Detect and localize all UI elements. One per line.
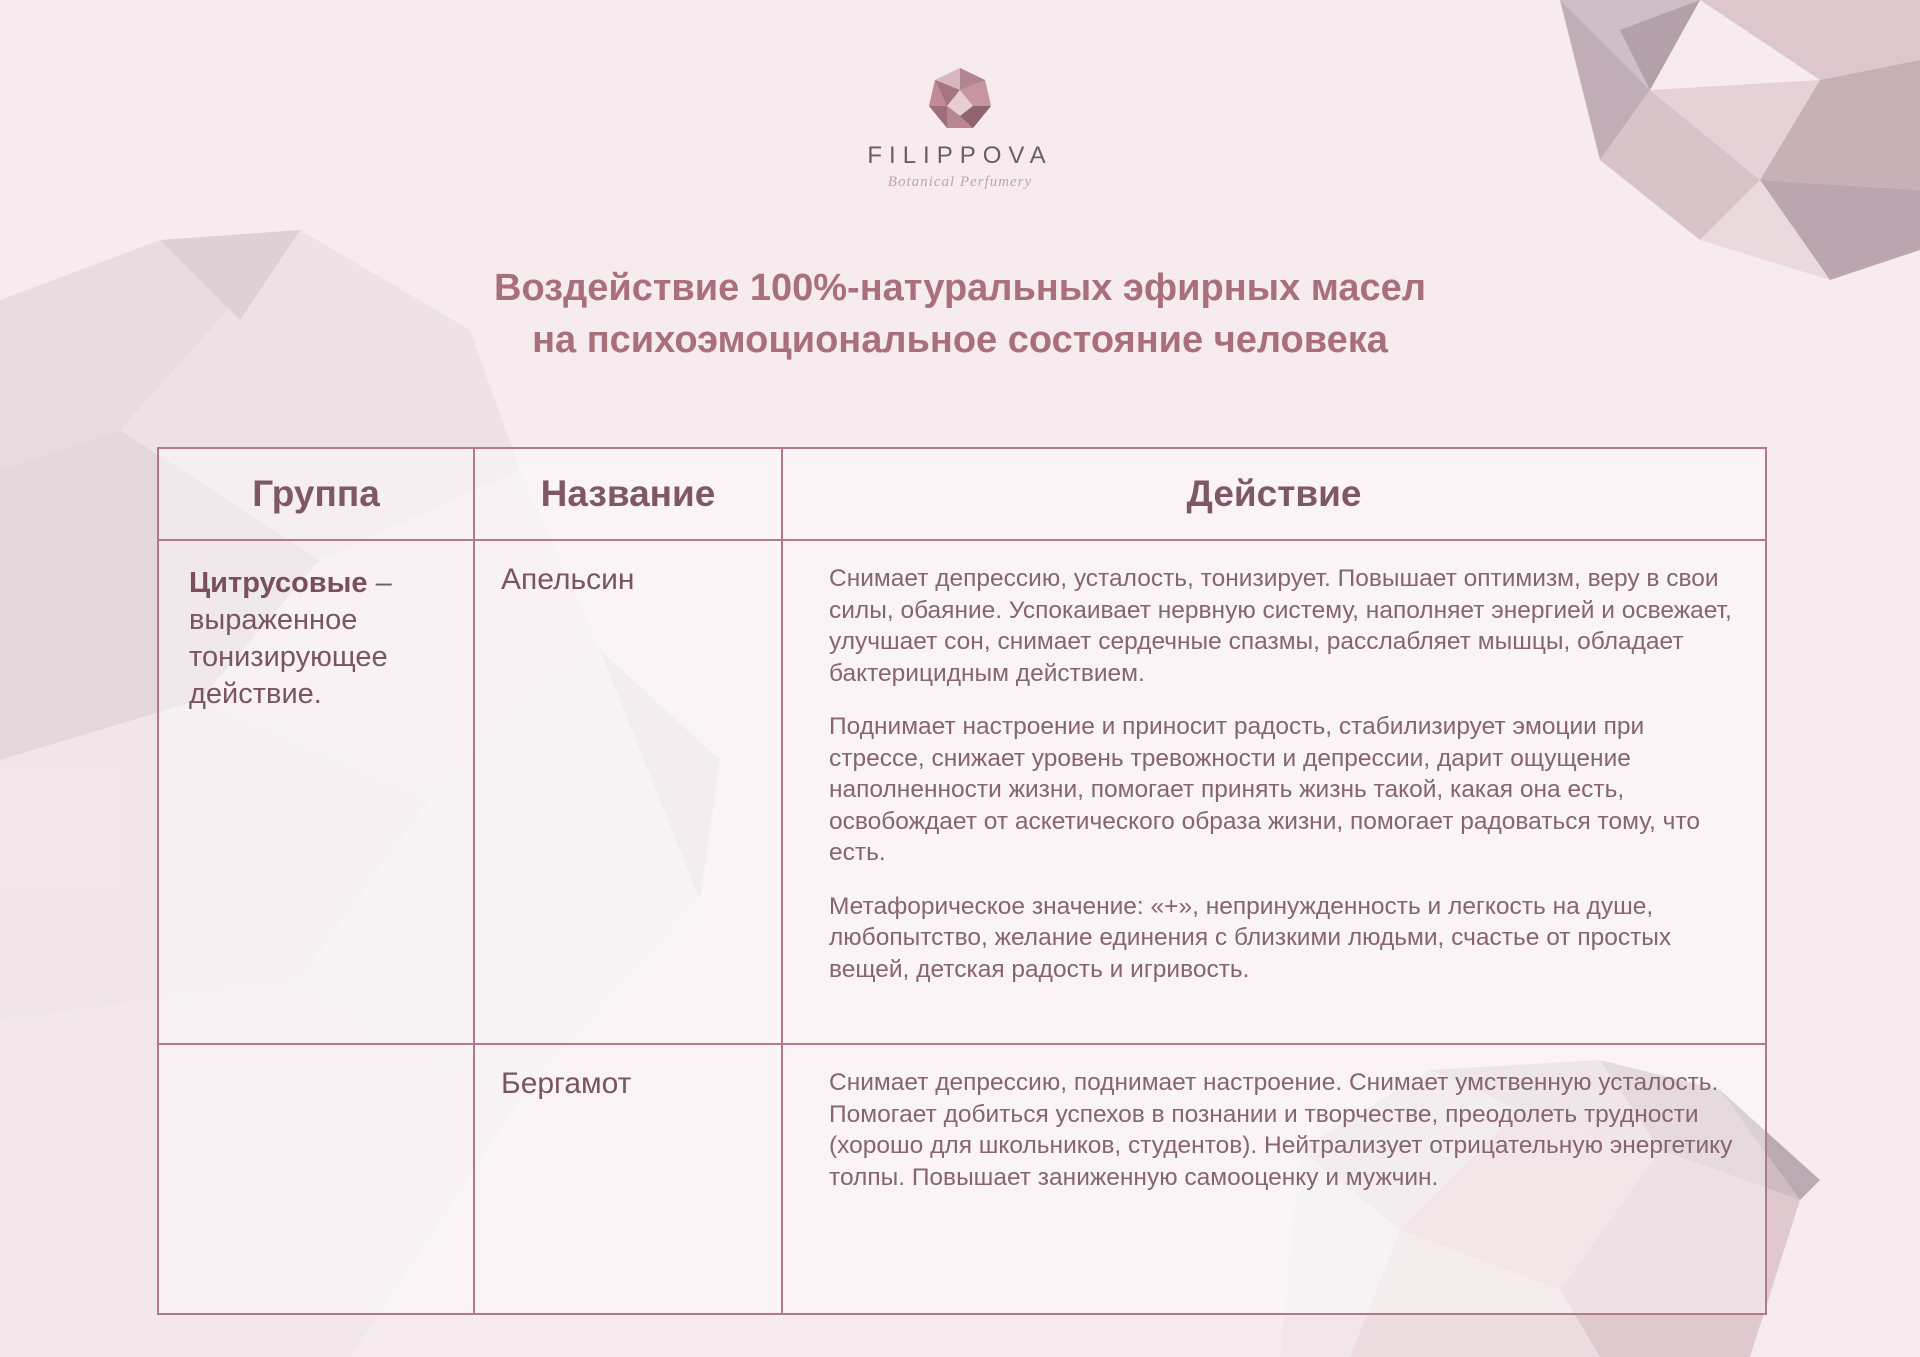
action-paragraph: Снимает депрессию, поднимает настроение. Снимает умственную усталость. Помогает добиться успехов в познании и творчестве, преодолеть трудности (хорошо для школьников, студентов). Нейтрализует отрицательную энергетику толпы. Повышает заниженную самооценку и мужчин. (829, 1069, 1733, 1191)
action-paragraph: Метафорическое значение: «+», непринужденность и легкость на душе, любопытство, желание единения с близкими людьми, счастье от простых вещей, детская радость и игривость. (829, 892, 1672, 983)
oils-table (157, 447, 1767, 1315)
group-name: Цитрусовые (189, 567, 368, 599)
header-action: Действие (782, 448, 1766, 540)
brand-name: FILIPPOVA (867, 142, 1053, 169)
header-name: Название (474, 448, 782, 540)
group-cell (158, 1044, 474, 1314)
oil-name-cell: Апельсин (474, 540, 782, 1044)
action-paragraph: Снимает депрессию, усталость, тонизирует. Повышает оптимизм, веру в свои силы, обаяние. Успокаивает нервную систему, наполняет энергией и освежает, улучшает сон, снимает сердечные спазмы, расслабляет мышцы, обладает бактерицидным действием. (829, 565, 1732, 687)
group-cell (158, 540, 474, 1044)
action-cell (782, 540, 1766, 1044)
crystal-rose-icon (927, 66, 993, 132)
group-description: – выраженное тонизирующее действие. (189, 567, 392, 710)
table-row (158, 1044, 1766, 1314)
title-line-1: Воздействие 100%-натуральных эфирных масел (494, 267, 1426, 309)
brand-tagline: Botanical Perfumery (887, 174, 1033, 190)
title-line-2: на психоэмоциональное состояние человека (532, 319, 1388, 361)
table-header-row (158, 448, 1766, 540)
page-title (0, 262, 1920, 366)
header-group: Группа (158, 448, 474, 540)
action-cell (782, 1044, 1766, 1314)
table-row (158, 540, 1766, 1044)
oil-name-cell: Бергамот (474, 1044, 782, 1314)
logo (0, 66, 1920, 191)
action-paragraph: Поднимает настроение и приносит радость, стабилизирует эмоции при стрессе, снижает уровень тревожности и депрессии, дарит ощущение наполненности жизни, помогает принять жизнь такой, какая она есть, освобождает от аскетического образа жизни, помогает радоваться тому, что есть. (829, 713, 1700, 866)
